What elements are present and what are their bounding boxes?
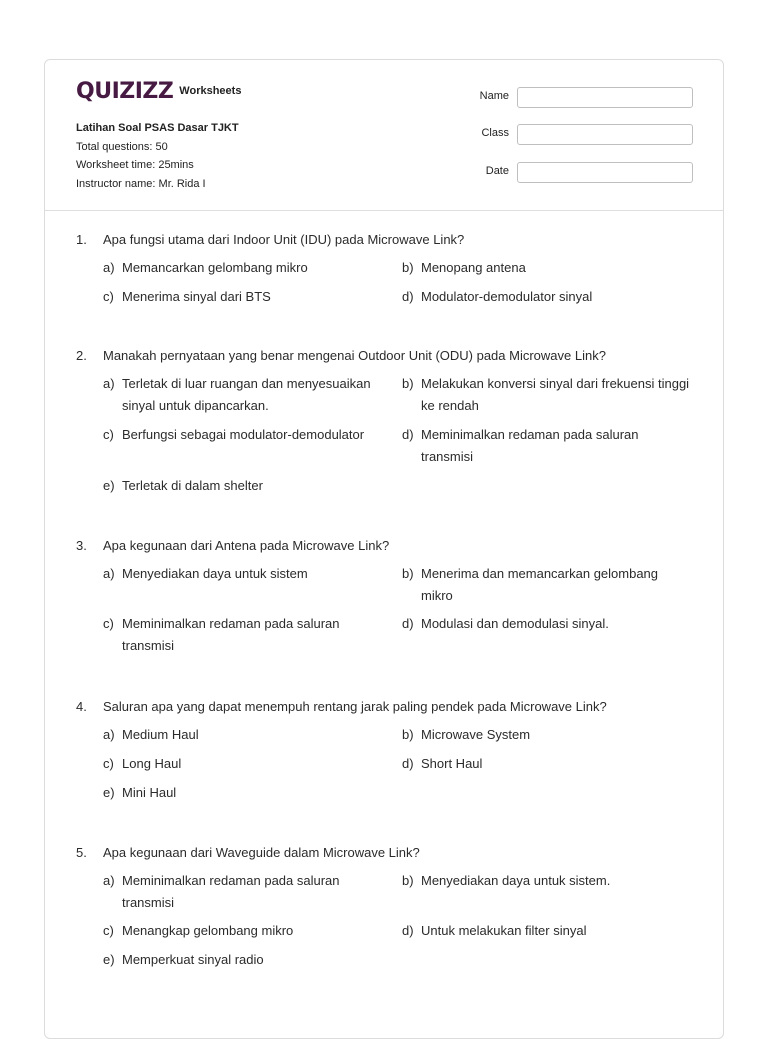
answer-option[interactable] (402, 424, 692, 468)
option-text: Menangkap gelombang mikro (122, 923, 294, 938)
answer-option[interactable] (103, 724, 393, 746)
brand (76, 80, 241, 104)
option-letter: c) (103, 616, 114, 631)
answer-option[interactable] (103, 920, 393, 942)
option-text: Memancarkan gelombang mikro (122, 260, 308, 275)
answer-option[interactable] (103, 782, 393, 804)
option-text: Menerima dan memancarkan gelombang mikro (421, 566, 659, 603)
answer-option[interactable] (402, 286, 692, 308)
option-text: Terletak di luar ruangan dan menyesuaikan sinyal untuk dipancarkan. (122, 376, 371, 413)
option-text: Menyediakan daya untuk sistem. (421, 873, 611, 888)
option-text: Short Haul (421, 756, 483, 771)
answer-option[interactable] (402, 724, 692, 746)
answer-option[interactable] (402, 753, 692, 775)
option-text: Modulator-demodulator sinyal (421, 289, 593, 304)
question-text: Apa kegunaan dari Antena pada Microwave Link? (103, 538, 390, 553)
worksheet-header (45, 60, 723, 211)
option-text: Medium Haul (122, 727, 199, 742)
option-letter: b) (402, 376, 414, 391)
option-text: Menerima sinyal dari BTS (122, 289, 271, 304)
option-text: Menopang antena (421, 260, 526, 275)
answer-option[interactable] (103, 373, 393, 417)
worksheet-title: Latihan Soal PSAS Dasar TJKT (76, 122, 239, 134)
option-letter: a) (103, 566, 115, 581)
option-text: Terletak di dalam shelter (122, 478, 263, 493)
date-field[interactable] (517, 162, 693, 183)
question-text: Apa fungsi utama dari Indoor Unit (IDU) pada Microwave Link? (103, 232, 465, 247)
option-letter: a) (103, 727, 115, 742)
instructor-name: Instructor name: Mr. Rida I (76, 177, 206, 190)
quizizz-logo: QUIZIZZ (76, 79, 174, 104)
option-letter: e) (103, 952, 115, 967)
option-letter: b) (402, 727, 414, 742)
option-letter: a) (103, 376, 115, 391)
answer-option[interactable] (103, 870, 393, 914)
question-number: 2. (76, 348, 87, 363)
answer-option[interactable] (103, 257, 393, 279)
answer-option[interactable] (402, 870, 692, 892)
answer-option[interactable] (103, 424, 393, 446)
date-label: Date (485, 165, 509, 177)
option-letter: b) (402, 566, 414, 581)
worksheet-time: Worksheet time: 25mins (76, 159, 194, 171)
option-letter: b) (402, 260, 414, 275)
answer-option[interactable] (103, 563, 393, 585)
option-text: Microwave System (421, 727, 531, 742)
class-field[interactable] (517, 124, 693, 145)
worksheet-meta (76, 119, 239, 193)
question-number: 1. (76, 232, 87, 247)
option-letter: c) (103, 289, 114, 304)
answer-option[interactable] (103, 475, 393, 497)
total-questions: Total questions: 50 (76, 140, 168, 153)
question-number: 3. (76, 538, 87, 553)
answer-option[interactable] (402, 613, 692, 635)
option-text: Menyediakan daya untuk sistem (122, 566, 308, 581)
option-letter: e) (103, 478, 115, 493)
option-letter: a) (103, 873, 115, 888)
question-number: 4. (76, 699, 87, 714)
option-text: Untuk melakukan filter sinyal (421, 923, 587, 938)
name-label: Name (479, 90, 509, 102)
option-text: Melakukan konversi sinyal dari frekuensi tinggi ke rendah (421, 376, 690, 413)
answer-option[interactable] (402, 563, 692, 607)
option-text: Meminimalkan redaman pada saluran transmisi (122, 873, 340, 910)
option-letter: c) (103, 756, 114, 771)
answer-option[interactable] (402, 373, 692, 417)
option-letter: a) (103, 260, 115, 275)
option-text: Modulasi dan demodulasi sinyal. (421, 616, 609, 631)
option-letter: e) (103, 785, 115, 800)
answer-option[interactable] (103, 613, 393, 657)
question-text: Manakah pernyataan yang benar mengenai Outdoor Unit (ODU) pada Microwave Link? (103, 348, 606, 363)
option-text: Meminimalkan redaman pada saluran transmisi (122, 616, 340, 653)
option-letter: c) (103, 923, 114, 938)
worksheet-page (44, 59, 724, 1039)
option-text: Meminimalkan redaman pada saluran transmisi (421, 427, 639, 464)
option-letter: d) (402, 756, 414, 771)
option-letter: d) (402, 923, 414, 938)
option-letter: d) (402, 616, 414, 631)
answer-option[interactable] (103, 286, 393, 308)
answer-option[interactable] (103, 753, 393, 775)
question-text: Saluran apa yang dapat menempuh rentang jarak paling pendek pada Microwave Link? (103, 699, 607, 714)
option-text: Memperkuat sinyal radio (122, 952, 264, 967)
option-letter: d) (402, 427, 414, 442)
option-text: Berfungsi sebagai modulator-demodulator (122, 427, 365, 442)
name-field[interactable] (517, 87, 693, 108)
brand-subtitle: Worksheets (179, 85, 242, 97)
answer-option[interactable] (402, 920, 692, 942)
option-text: Mini Haul (122, 785, 177, 800)
answer-option[interactable] (402, 257, 692, 279)
option-letter: b) (402, 873, 414, 888)
option-letter: d) (402, 289, 414, 304)
question-text: Apa kegunaan dari Waveguide dalam Microwave Link? (103, 845, 420, 860)
class-label: Class (481, 127, 509, 139)
answer-option[interactable] (103, 949, 393, 971)
option-letter: c) (103, 427, 114, 442)
option-text: Long Haul (122, 756, 182, 771)
question-number: 5. (76, 845, 87, 860)
